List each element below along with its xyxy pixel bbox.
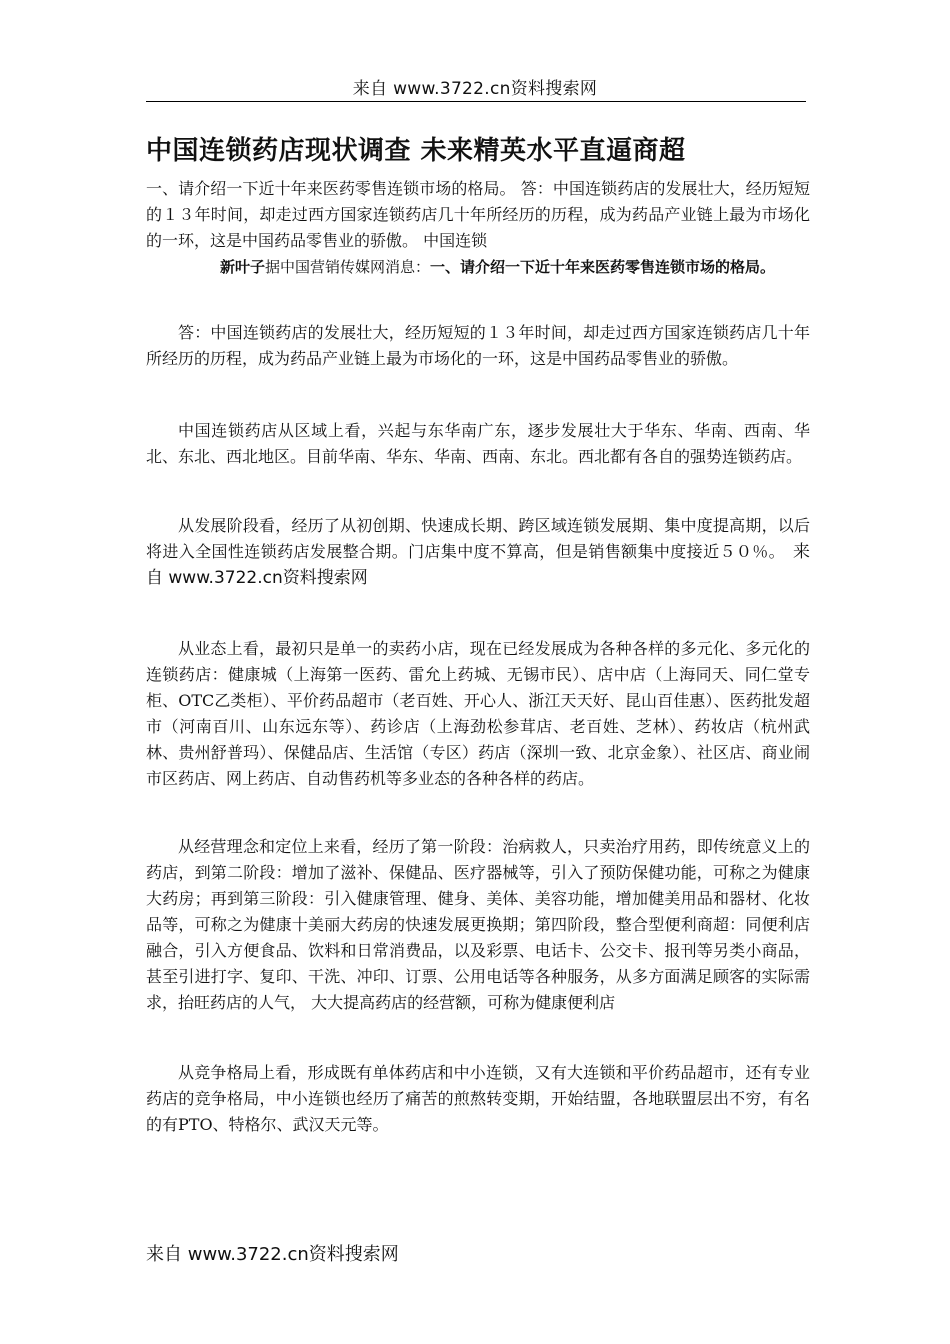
footer-watermark: 来自 www.3722.cn资料搜索网 (146, 1244, 399, 1265)
page-title: 中国连锁药店现状调查 未来精英水平直逼商超 (146, 136, 686, 166)
paragraph-2: 中国连锁药店从区域上看，兴起与东华南广东，逐步发展壮大于华东、华南、西南、华北、东北、西北地区。目前华南、华东、华南、西南、东北。西北都有各自的强势连锁药店。 (146, 421, 810, 466)
intro-paragraph: 一、请介绍一下近十年来医药零售连锁市场的格局。 答：中国连锁药店的发展壮大，经历短短的１３年时间，却走过西方国家连锁药店几十年所经历的历程，成为药品产业链上最为市场化的一环，这是中国药品零售业的骄傲。 中国连锁 (146, 179, 810, 250)
paragraph-3-text: 从发展阶段看，经历了从初创期、快速成长期、跨区域连锁发展期、集中度提高期，以后将进入全国性连锁药店发展整合期。门店集中度不算高，但是销售额集中度接近５０％。 (146, 516, 810, 561)
source-bold-text: 一、请介绍一下近十年来医药零售连锁市场的格局。 (430, 258, 776, 276)
paragraph-3 (146, 513, 810, 591)
header-watermark: 来自 www.3722.cn资料搜索网 (352, 79, 598, 99)
paragraph-6: 从竞争格局上看，形成既有单体药店和中小连锁，又有大连锁和平价药品超市，还有专业药店的竞争格局，中小连锁也经历了痛苦的煎熬转变期，开始结盟，各地联盟层出不穷，有名的有PTO、特格尔、武汉天元等。 (146, 1063, 810, 1134)
source-prefix: 据中国营销传媒网消息： (265, 258, 431, 276)
source-name: 新叶子 (220, 258, 266, 276)
source-line (146, 254, 810, 280)
inline-watermark: 来自 www.3722.cn资料搜索网 (146, 542, 810, 588)
paragraph-1: 答：中国连锁药店的发展壮大，经历短短的１３年时间，却走过西方国家连锁药店几十年所经历的历程，成为药品产业链上最为市场化的一环，这是中国药品零售业的骄傲。 (146, 323, 810, 368)
paragraph-4: 从业态上看，最初只是单一的卖药小店，现在已经发展成为各种各样的多元化、多元化的连锁药店：健康城（上海第一医药、雷允上药城、无锡市民）、店中店（上海同天、同仁堂专柜、OTC乙类柜）、平价药品超市（老百姓、开心人、浙江天天好、昆山百佳惠）、医药批发超市（河南百川、山东远东等）、药诊店（上海劲松参茸店、老百姓、芝林）、药妆店（杭州武林、贵州舒普玛）、保健品店、生活馆（专区）药店（深圳一致、北京金象）、社区店、商业闹市区药店、网上药店、自动售药机等多业态的各种各样的药店。 (146, 639, 810, 788)
paragraph-5: 从经营理念和定位上来看，经历了第一阶段：治病救人，只卖治疗用药，即传统意义上的药店，到第二阶段：增加了滋补、保健品、医疗器械等，引入了预防保健功能，可称之为健康大药房；再到第三阶段：引入健康管理、健身、美体、美容功能，增加健美用品和器材、化妆品等，可称之为健康十美丽大药房的快速发展更换期；第四阶段，整合型便利商超：同便利店融合，引入方便食品、饮料和日常消费品，以及彩票、电话卡、公交卡、报刊等另类小商品，甚至引进打字、复印、干洗、冲印、订票、公用电话等各种服务，从多方面满足顾客的实际需求，抬旺药店的人气， 大大提高药店的经营额，可称为健康便利店 (146, 837, 810, 1012)
header-divider (146, 101, 806, 102)
